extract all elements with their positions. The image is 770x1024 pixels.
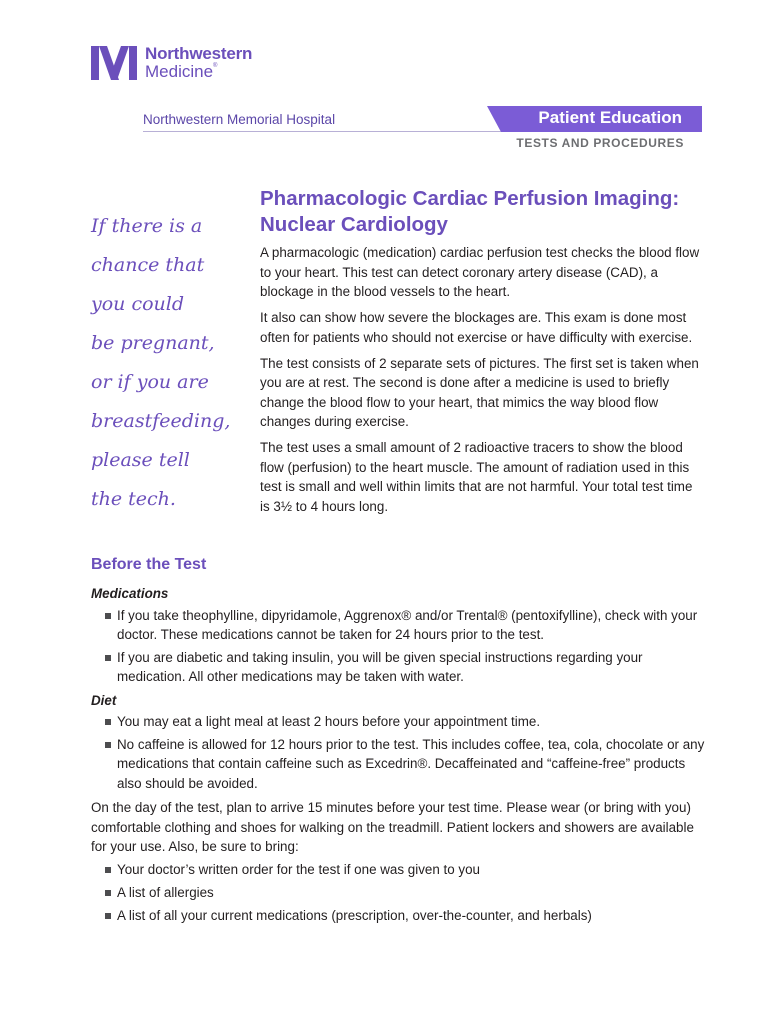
section-subtitle: TESTS AND PROCEDURES — [516, 136, 684, 150]
list-item: A list of all your current medications (prescription, over-the-counter, and herbals) — [91, 906, 711, 926]
page-title — [260, 186, 700, 238]
side-note-line: If there is a — [91, 215, 203, 237]
side-note-line: breastfeeding, — [91, 410, 231, 432]
intro-section — [260, 243, 700, 523]
list-item: If you take theophylline, dipyridamole, Aggrenox® and/or Trental® (pentoxifylline), check with your doctor. These medications cannot be taken for 24 hours prior to the test. — [91, 606, 711, 645]
northwestern-medicine-logo — [91, 45, 252, 80]
intro-paragraph: A pharmacologic (medication) cardiac perfusion test checks the blood flow to your heart. This test can detect coronary artery disease (CAD), a blockage in the blood vessels to the heart. — [260, 245, 700, 299]
title-line: Pharmacologic Cardiac Perfusion Imaging: — [260, 187, 680, 210]
intro-paragraph: The test uses a small amount of 2 radioactive tracers to show the blood flow (perfusion) to the heart muscle. The amount of radiation used in this test is small and well within limits that are not harmful. Your total test time is 3½ to 4 hours long. — [260, 440, 693, 514]
list-item: A list of allergies — [91, 883, 711, 903]
brand-name-line2: Medicine® — [145, 62, 218, 81]
list-item: If you are diabetic and taking insulin, you will be given special instructions regarding your medication. All other medications may be taken with water. — [91, 648, 711, 687]
side-note-line: the tech. — [91, 488, 176, 510]
trademark-symbol: ® — [213, 63, 218, 69]
before-test-body — [91, 584, 711, 929]
intro-paragraph: The test consists of 2 separate sets of pictures. The first set is taken when you are at rest. The second is done after a medicine is used to briefly change the blood flow to your heart, that mimics the way blood flow changes during exercise. — [260, 355, 699, 429]
list-item: No caffeine is allowed for 12 hours prior to the test. This includes coffee, tea, cola, chocolate or any medications that contain caffeine such as Excedrin®. Decaffeinated and “caffeine-free” products also should be avoided. — [91, 735, 711, 794]
side-note-line: you could — [91, 293, 185, 315]
list-item: You may eat a light meal at least 2 hours before your appointment time. — [91, 712, 711, 732]
medications-heading: Medications — [91, 586, 169, 601]
side-note-line: please tell — [91, 449, 190, 471]
diet-heading: Diet — [91, 692, 117, 708]
brand-name-line1: Northwestern — [145, 44, 253, 63]
side-note-line: be pregnant, — [91, 332, 215, 354]
side-note-line: or if you are — [91, 371, 209, 393]
bring-list — [91, 860, 711, 926]
medications-list — [91, 606, 711, 687]
patient-education-label: Patient Education — [538, 108, 682, 127]
intro-paragraph: It also can show how severe the blockages are. This exam is done most often for patients who should not exercise or have difficulty with exercise. — [260, 310, 693, 345]
day-of-test-paragraph: On the day of the test, plan to arrive 15 minutes before your test time. Please wear (or bring with you) comfortable clothing and shoes for walking on the treadmill. Patient lockers and showers are available for your use. Also, be sure to bring: — [91, 800, 694, 854]
title-line: Nuclear Cardiology — [260, 213, 448, 236]
hospital-name: Northwestern Memorial Hospital — [143, 112, 336, 127]
nm-logo-mark-icon — [91, 46, 137, 80]
side-note-line: chance that — [91, 254, 205, 276]
before-test-heading: Before the Test — [91, 556, 207, 573]
patient-education-tab — [487, 106, 702, 132]
pregnancy-side-note — [91, 207, 241, 519]
list-item: Your doctor’s written order for the test if one was given to you — [91, 860, 711, 880]
diet-list — [91, 712, 711, 793]
